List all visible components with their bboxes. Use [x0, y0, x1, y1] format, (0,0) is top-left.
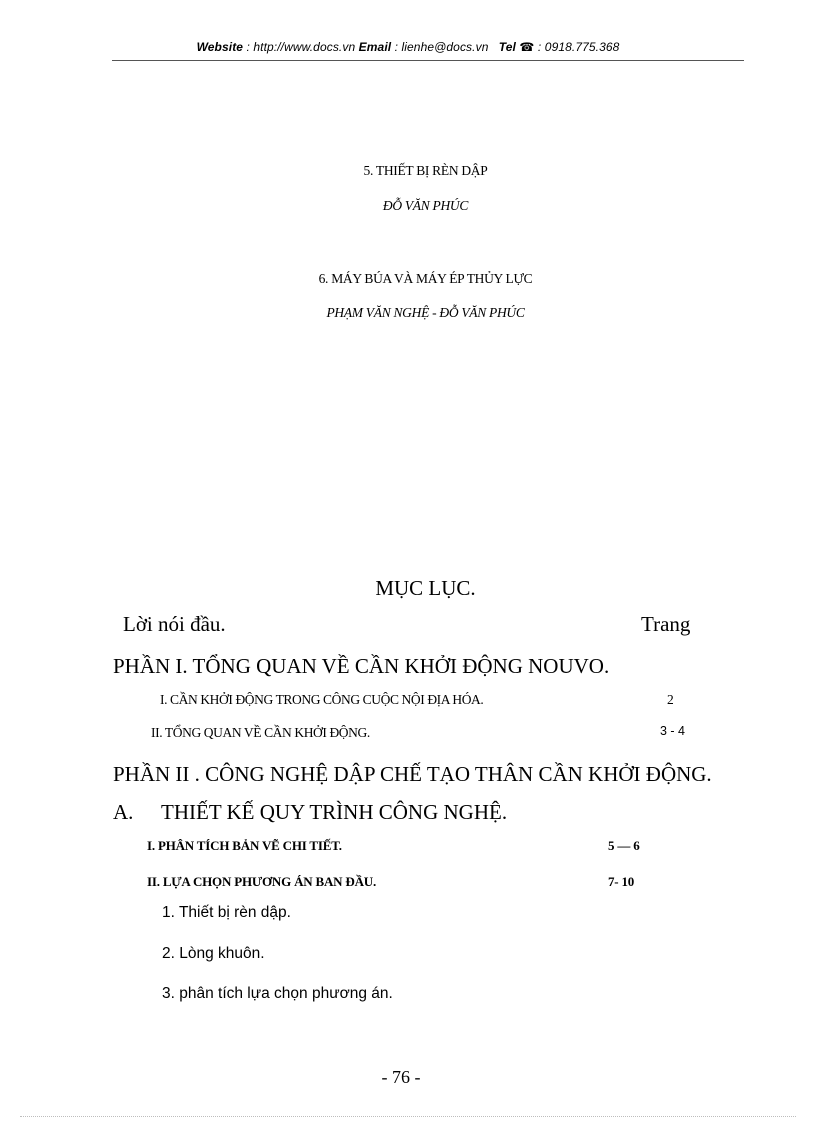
page-bottom-divider [20, 1116, 796, 1117]
toc-subitem: 1. Thiết bị rèn dập. [162, 904, 291, 921]
toc-entry-page: 5 — 6 [608, 838, 640, 853]
toc-entry-page: 3 - 4 [660, 724, 686, 738]
reference-title: 5. THIẾT BỊ RÈN DẬP [363, 163, 488, 178]
toc-subitem: 3. phân tích lựa chọn phương án. [162, 985, 393, 1002]
tel-label: Tel [498, 40, 516, 54]
toc-part-heading: PHẦN II . CÔNG NGHỆ DẬP CHẾ TẠO THÂN CẦN KHỞI ĐỘNG. [113, 762, 712, 786]
reference-author: ĐỖ VĂN PHÚC [382, 198, 469, 213]
toc-page-column-label: Trang [641, 612, 691, 636]
toc-entry: I. PHÂN TÍCH BẢN VẼ CHI TIẾT. [147, 838, 342, 853]
tel-value: 0918.775.368 [544, 40, 620, 54]
toc-subitem: 2. Lòng khuôn. [162, 945, 265, 962]
toc-entry: II. LỰA CHỌN PHƯƠNG ÁN BAN ĐẦU. [147, 874, 377, 889]
toc-entry-page: 2 [667, 692, 674, 707]
toc-section-letter: A. [113, 800, 134, 824]
header-divider [112, 60, 744, 61]
toc-part-heading: PHẦN I. TỔNG QUAN VỀ CẦN KHỞI ĐỘNG NOUVO. [113, 654, 610, 678]
toc-entry: II. TỔNG QUAN VỀ CẦN KHỞI ĐỘNG. [151, 725, 370, 740]
toc-title: MỤC LỤC. [375, 576, 476, 600]
website-label: Website [196, 40, 244, 54]
toc-entry: I. CẦN KHỞI ĐỘNG TRONG CÔNG CUỘC NỘI ĐỊA HÓA. [160, 692, 484, 707]
toc-section-title: THIẾT KẾ QUY TRÌNH CÔNG NGHỆ. [161, 800, 508, 824]
email-link[interactable]: lienhe@docs.vn [401, 40, 489, 54]
reference-title: 6. MÁY BÚA VÀ MÁY ÉP THỦY LỰC [318, 271, 533, 286]
website-link[interactable]: http://www.docs.vn [253, 40, 356, 54]
toc-intro: Lời nói đầu. [123, 612, 226, 636]
page-header: Website : http://www.docs.vn Email : lienhe@docs.vn Tel ☎ : 0918.775.368 [196, 40, 620, 54]
phone-icon: ☎ [519, 40, 535, 54]
toc-entry-page: 7- 10 [608, 874, 635, 889]
reference-author: PHẠM VĂN NGHỆ - ĐỖ VĂN PHÚC [326, 305, 525, 320]
page-number: - 76 - [381, 1067, 421, 1087]
email-label: Email [358, 40, 392, 54]
